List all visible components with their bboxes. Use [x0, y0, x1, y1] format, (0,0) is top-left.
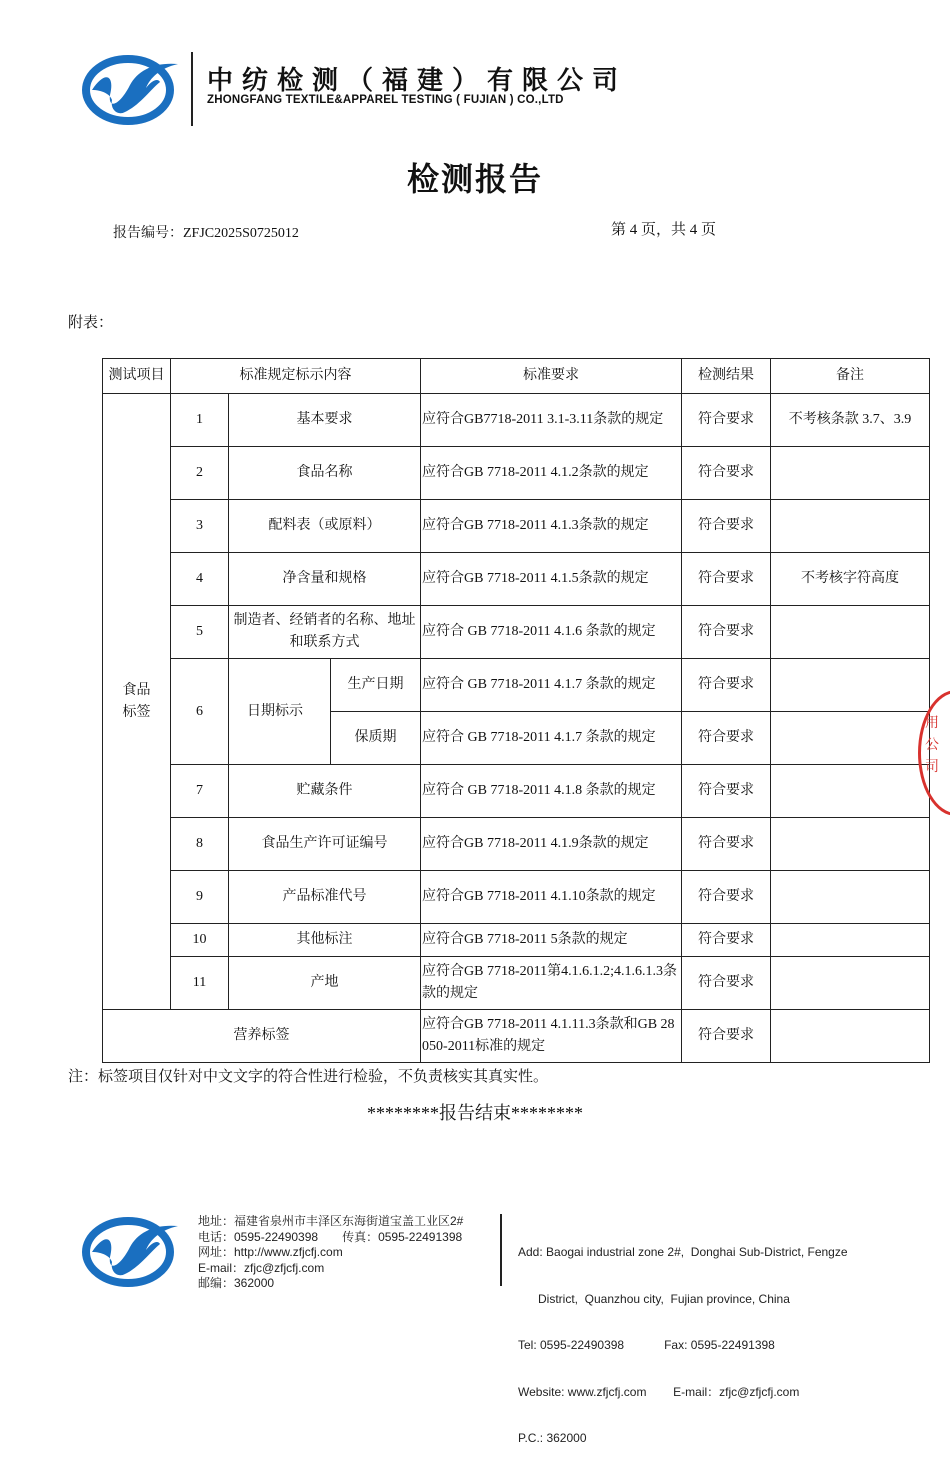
item-number: 3 [171, 500, 229, 553]
table-row [103, 606, 930, 659]
table-row [103, 659, 930, 712]
requirement: 应符合 GB 7718-2011 4.1.6 条款的规定 [421, 606, 682, 659]
sub-item-name: 生产日期 [331, 659, 421, 712]
stamp-text: 用公司 [925, 716, 939, 775]
remark [771, 818, 930, 871]
group-food-label: 食品标签 [103, 394, 171, 1010]
remark [771, 447, 930, 500]
appendix-label: 附表： [68, 315, 114, 331]
remark [771, 924, 930, 957]
remark [771, 659, 930, 712]
result: 符合要求 [682, 500, 771, 553]
table-row [103, 765, 930, 818]
result: 符合要求 [682, 765, 771, 818]
company-logo-icon [80, 50, 180, 126]
header-requirement: 标准要求 [421, 359, 682, 394]
requirement: 应符合GB 7718-2011 4.1.11.3条款和GB 28050-2011标准的规定 [421, 1010, 682, 1063]
footer-logo-icon [80, 1212, 180, 1288]
table-row [103, 957, 930, 1010]
requirement: 应符合 GB 7718-2011 4.1.7 条款的规定 [421, 712, 682, 765]
table-row [103, 500, 930, 553]
table-row [103, 553, 930, 606]
requirement: 应符合GB 7718-2011 4.1.3条款的规定 [421, 500, 682, 553]
table-row [103, 924, 930, 957]
remark [771, 500, 930, 553]
item-name: 贮藏条件 [229, 765, 421, 818]
table-note: 注：标签项目仅针对中文文字的符合性进行检验，不负责核实其真实性。 [68, 1069, 549, 1085]
remark [771, 712, 930, 765]
company-name-en: ZHONGFANG TEXTILE&APPAREL TESTING ( FUJIAN ) CO.,LTD [207, 94, 564, 106]
remark: 不考核条款 3.7、3.9 [771, 394, 930, 447]
result: 符合要求 [682, 553, 771, 606]
item-name: 产品标准代号 [229, 871, 421, 924]
report-end: ********报告结束******** [367, 1103, 583, 1123]
table-section [0, 358, 950, 1125]
result: 符合要求 [682, 447, 771, 500]
footer-website-en: Website: www.zfjcfj.com E-mail：zfjc@zfjcfj.com [518, 1384, 800, 1399]
results-table [102, 358, 930, 1063]
header-divider [191, 52, 193, 126]
result: 符合要求 [682, 818, 771, 871]
result: 符合要求 [682, 957, 771, 1010]
requirement: 应符合GB 7718-2011 4.1.5条款的规定 [421, 553, 682, 606]
company-name-cn: 中纺检测（福建）有限公司 [207, 66, 628, 96]
remark: 不考核字符高度 [771, 553, 930, 606]
result: 符合要求 [682, 712, 771, 765]
remark [771, 765, 930, 818]
requirement: 应符合 GB 7718-2011 4.1.7 条款的规定 [421, 659, 682, 712]
footer-address-en: Add: Baogai industrial zone 2#, Donghai Sub-District, Fengze [518, 1245, 848, 1259]
footer-divider [500, 1214, 502, 1286]
item-number: 6 [171, 659, 229, 765]
item-name: 其他标注 [229, 924, 421, 957]
requirement: 应符合GB 7718-2011 4.1.2条款的规定 [421, 447, 682, 500]
item-name: 食品生产许可证编号 [229, 818, 421, 871]
footer-contact-cn [198, 1214, 463, 1292]
footer-contact-en [518, 1214, 848, 1478]
item-number: 8 [171, 818, 229, 871]
item-name: 日期标示 [229, 659, 331, 765]
table-header-row [103, 359, 930, 394]
item-name: 食品名称 [229, 447, 421, 500]
header-remark: 备注 [771, 359, 930, 394]
result: 符合要求 [682, 871, 771, 924]
table-row [103, 871, 930, 924]
requirement: 应符合GB7718-2011 3.1-3.11条款的规定 [421, 394, 682, 447]
result: 符合要求 [682, 924, 771, 957]
item-number: 10 [171, 924, 229, 957]
item-number: 9 [171, 871, 229, 924]
requirement: 应符合 GB 7718-2011 4.1.8 条款的规定 [421, 765, 682, 818]
item-number: 2 [171, 447, 229, 500]
result: 符合要求 [682, 1010, 771, 1063]
page-info: 第 4 页，共 4 页 [611, 222, 717, 238]
table-row [103, 447, 930, 500]
item-number: 7 [171, 765, 229, 818]
result: 符合要求 [682, 394, 771, 447]
requirement: 应符合GB 7718-2011 5条款的规定 [421, 924, 682, 957]
item-name: 产地 [229, 957, 421, 1010]
header-test-item: 测试项目 [103, 359, 171, 394]
footer-phone-en: Tel: 0595-22490398 Fax: 0595-22491398 [518, 1338, 775, 1352]
footer-postcode-en: P.C.: 362000 [518, 1431, 587, 1445]
requirement: 应符合GB 7718-2011第4.1.6.1.2;4.1.6.1.3条款的规定 [421, 957, 682, 1010]
header-result: 检测结果 [682, 359, 771, 394]
header-label-content: 标准规定标示内容 [171, 359, 421, 394]
requirement: 应符合GB 7718-2011 4.1.10条款的规定 [421, 871, 682, 924]
table-row [103, 818, 930, 871]
table-row [103, 394, 930, 447]
remark [771, 606, 930, 659]
item-name: 净含量和规格 [229, 553, 421, 606]
remark [771, 871, 930, 924]
sub-item-name: 保质期 [331, 712, 421, 765]
table-row-nutrition [103, 1010, 930, 1063]
footer-website: 网址：http://www.zfjcfj.com [198, 1245, 343, 1259]
item-name: 制造者、经销者的名称、地址和联系方式 [229, 606, 421, 659]
result: 符合要求 [682, 659, 771, 712]
footer-phone: 电话：0595-22490398 传真：0595-22491398 [198, 1229, 463, 1244]
footer-email: E-mail：zfjc@zfjcfj.com [198, 1260, 325, 1275]
item-number: 5 [171, 606, 229, 659]
remark [771, 1010, 930, 1063]
item-number: 11 [171, 957, 229, 1010]
item-name: 基本要求 [229, 394, 421, 447]
item-name: 营养标签 [103, 1010, 421, 1063]
result: 符合要求 [682, 606, 771, 659]
item-name: 配料表（或原料） [229, 500, 421, 553]
item-number: 4 [171, 553, 229, 606]
page-title: 检测报告 [406, 160, 543, 198]
requirement: 应符合GB 7718-2011 4.1.9条款的规定 [421, 818, 682, 871]
remark [771, 957, 930, 1010]
footer-address-en-2: District, Quanzhou city, Fujian province, China [518, 1291, 790, 1306]
footer-postcode: 邮编：362000 [198, 1276, 275, 1290]
report-number: 报告编号：ZFJC2025S0725012 [113, 226, 299, 241]
item-number: 1 [171, 394, 229, 447]
footer-address: 地址：福建省泉州市丰泽区东海街道宝盖工业区2# [198, 1214, 464, 1228]
